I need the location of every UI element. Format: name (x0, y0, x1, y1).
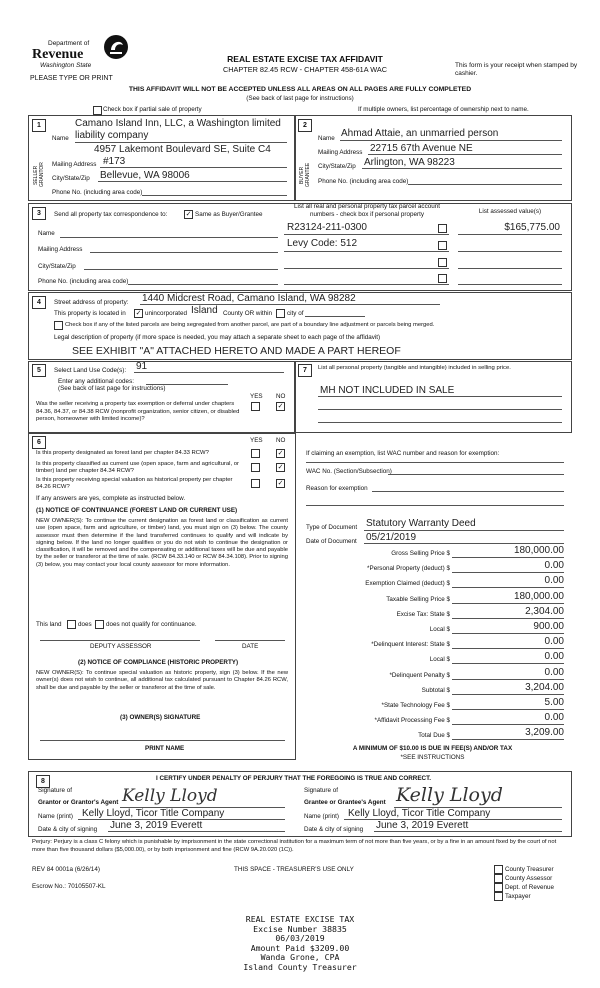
tax-row-value[interactable]: 0.00 (544, 666, 564, 678)
partial-sale-checkbox[interactable] (93, 106, 102, 115)
tax-row-label: Local $ (429, 626, 450, 633)
s5-yes-checkbox[interactable] (251, 402, 260, 411)
s5-no-checkbox[interactable]: ✓ (277, 403, 284, 410)
same-as-buyer-checkbox[interactable]: ✓ (185, 211, 192, 218)
q2-no-checkbox[interactable]: ✓ (277, 464, 284, 471)
tax-row-value[interactable]: 0.00 (544, 651, 564, 663)
seller-mailing-label: Mailing Address (52, 161, 97, 168)
treasurer-only-label: THIS SPACE - TREASURER'S USE ONLY (234, 866, 354, 873)
section-7-number: 7 (298, 364, 312, 377)
land-use-code[interactable]: 91 (136, 361, 148, 372)
doc-date-label: Date of Document (306, 538, 357, 545)
copy-dept-revenue: Dept. of Revenue (505, 884, 555, 891)
section-3-number: 3 (32, 207, 46, 220)
dor-emblem-icon (102, 33, 130, 61)
buyer-city-label: City/State/Zip (318, 163, 356, 170)
date-city-label-left: Date & city of signing (38, 826, 98, 833)
parcel-1[interactable]: R23124-211-0300 (287, 222, 367, 233)
doc-type[interactable]: Statutory Warranty Deed (366, 518, 476, 529)
s6-yes-header: YES (250, 437, 263, 444)
land-use-label: Select Land Use Code(s): (54, 367, 127, 374)
tax-row-value[interactable]: 0.00 (544, 575, 564, 587)
parcel-1-personal-checkbox[interactable] (438, 224, 447, 233)
stamp-line-2: Excise Number 38835 (253, 923, 347, 934)
perjury-notice: Perjury: Perjury is a class C felony which is punishable by imprisonment in the state correctional institution for a maximum term of not more than five years, or by a fine in an amount fixed by the court of not more than five thousand dollars ($5,000.00), or by both imprisonment and fine (RCW 9A.20.020 (1C)). (32, 839, 557, 853)
street-address[interactable]: 1440 Midcrest Road, Camano Island, WA 98282 (142, 293, 356, 304)
stamp-line-1: REAL ESTATE EXCISE TAX (245, 914, 355, 924)
segregated-checkbox[interactable] (54, 321, 63, 330)
dept-revenue: Revenue (32, 47, 84, 62)
tax-row-label: *Delinquent Interest: State $ (371, 641, 450, 649)
seller-mailing-line2[interactable]: #173 (103, 156, 126, 167)
buyer-name-label: Name (318, 135, 335, 142)
segregated-label: Check box if any of the listed parcels are being segregated from another parcel, are part of a boundary line adjustment or parcels being merged. (65, 322, 435, 328)
tax-row-label: *State Technology Fee $ (381, 702, 450, 709)
dept-line1: Department of (48, 40, 90, 47)
seller-mailing-line1[interactable]: 4957 Lakemont Boulevard SE, Suite C4 (94, 144, 271, 155)
city-checkbox[interactable] (276, 309, 285, 318)
name-print-label-left: Name (print) (38, 813, 73, 820)
tax-row-value[interactable]: 0.00 (544, 712, 564, 724)
wac-no-label: WAC No. (Section/Subsection) (306, 468, 392, 475)
name-print-right[interactable]: Kelly Lloyd, Ticor Title Company (348, 808, 491, 819)
grantor-agent-label: Grantor or Grantor's Agent (38, 799, 119, 806)
tax-row-value[interactable]: 5.00 (544, 697, 564, 708)
receipt-note: This form is your receipt when stamped by cashier. (455, 62, 578, 77)
exemption-question: Was the seller receiving a property tax exemption or deferral under chapters 84.36, 84.37, or 84.38 RCW (nonprofit organization, senior citizen, or disabled person, homeowner with limited income)? (36, 401, 240, 422)
tax-row-label: Total Due $ (418, 732, 450, 740)
tax-row-label: Subtotal $ (421, 686, 450, 694)
parcel-4-personal-checkbox[interactable] (438, 274, 447, 283)
s6-question-2: Is this property classified as current use (open space, farm and agricultural, or timber) land per chapter 84.34 RCW? (36, 461, 239, 475)
warning: THIS AFFIDAVIT WILL NOT BE ACCEPTED UNLESS ALL AREAS ON ALL PAGES ARE FULLY COMPLETED (128, 86, 472, 93)
assessed-1[interactable]: $165,775.00 (504, 222, 560, 233)
tax-row-label: Gross Selling Price $ (391, 550, 450, 557)
seller-side-label: SELLER GRANTOR (33, 162, 45, 188)
tax-row-label: Taxable Selling Price $ (386, 595, 450, 603)
notice-1-title: (1) NOTICE OF CONTINUANCE (FOREST LAND OR CURRENT USE) (36, 507, 238, 514)
copy-county-assessor-checkbox[interactable] (494, 874, 503, 883)
section-1-number: 1 (32, 119, 46, 132)
unincorporated-label: unincorporated (145, 310, 188, 317)
date-city-left[interactable]: June 3, 2019 Everett (110, 820, 203, 831)
q2-yes-checkbox[interactable] (251, 463, 260, 472)
legal-description[interactable]: SEE EXHIBIT "A" ATTACHED HERETO AND MADE A PART HEREOF (72, 345, 401, 357)
if-yes-note: If any answers are yes, complete as instructed below. (36, 495, 186, 502)
section-6-number: 6 (32, 436, 46, 449)
corr-phone-label: Phone No. (including area code) (38, 278, 129, 285)
legal-label: Legal description of property (if more space is needed, you may attach a separate sheet to each page of the affidavit) (54, 334, 381, 341)
s5-yes-header: YES (250, 393, 263, 400)
does-not-checkbox[interactable] (95, 620, 104, 629)
name-print-left[interactable]: Kelly Lloyd, Ticor Title Company (82, 808, 225, 819)
copy-dept-revenue-checkbox[interactable] (494, 883, 503, 892)
minimum-fee-note: A MINIMUM OF $10.00 IS DUE IN FEE(S) AND/OR TAX (352, 745, 513, 752)
dor-logo (26, 30, 136, 74)
tax-row-value[interactable]: 180,000.00 (513, 545, 564, 556)
s6-question-3: Is this property receiving special valuation as historical property per chapter 84.26 RCW? (36, 477, 233, 491)
does-not-label: does not qualify for continuance. (106, 621, 197, 628)
parcel-header: List all real and personal property tax parcel account numbers - check box if personal property (294, 203, 440, 218)
personal-property[interactable]: MH NOT INCLUDED IN SALE (320, 385, 455, 396)
tax-row-value[interactable]: 180,000.00 (513, 590, 564, 602)
street-label: Street address of property: (54, 299, 129, 306)
name-print-label-right: Name (print) (304, 813, 339, 820)
tax-row-label: *Affidavit Processing Fee $ (374, 717, 450, 725)
signature-right[interactable]: Kelly Lloyd (396, 784, 503, 806)
sig-label-right: Signature of (304, 787, 338, 794)
section-4-number: 4 (32, 296, 46, 309)
deputy-assessor-label: DEPUTY ASSESSOR (90, 643, 152, 650)
copy-taxpayer-checkbox[interactable] (494, 892, 503, 901)
section-8-number: 8 (36, 775, 50, 788)
tax-row-value[interactable]: 900.00 (533, 621, 564, 632)
seller-city-label: City/State/Zip (52, 175, 90, 182)
does-label: does (78, 621, 92, 628)
stamp-line-6: Island County Treasurer (243, 961, 357, 972)
copy-county-treasurer: County Treasurer (505, 866, 554, 873)
additional-codes-sub: (See back of last page for instructions) (58, 385, 166, 392)
certify-statement: I CERTIFY UNDER PENALTY OF PERJURY THAT THE FOREGOING IS TRUE AND CORRECT. (156, 775, 431, 782)
stamp-line-3: 06/03/2019 (275, 933, 325, 944)
signature-left[interactable]: Kelly Lloyd (122, 786, 218, 806)
buyer-phone-label: Phone No. (including area code) (318, 178, 409, 185)
this-land-label: This land (36, 621, 62, 628)
assessed-header: List assessed value(s) (478, 208, 542, 215)
see-instructions: *SEE INSTRUCTIONS (400, 754, 465, 761)
form-number: REV 84 0001a (6/26/14) (32, 866, 100, 873)
date-city-right[interactable]: June 3, 2019 Everett (376, 820, 469, 831)
s6-question-1: Is this property designated as forest land per chapter 84.33 RCW? (36, 450, 209, 456)
doc-type-label: Type of Document (306, 524, 358, 531)
tax-row-value[interactable]: 2,304.00 (525, 605, 564, 617)
date-city-label-right: Date & city of signing (304, 826, 364, 833)
tax-row-value[interactable]: 3,209.00 (525, 727, 564, 739)
seller-phone-label: Phone No. (including area code) (52, 189, 143, 196)
multiple-owners-note: If multiple owners, list percentage of ownership next to name. (358, 106, 529, 113)
notice-1-text: NEW OWNER(S): To continue the current designation as forest land or classification as current use (open space, farm and agriculture, or timber) land, you must sign on (3) below. The county assessor must then determine if the land transferred continues to qualify and will indicate by signing below. If the land no longer qualifies or you do not wish to continue the designation or classification, it will be removed and the compensating or additional taxes will be due and payable by the seller or transferor at the time of sale. (RCW 84.33.140 or RCW 84.34.108). Prior to signing (3) below, you may contact your local county assessor for more information. (36, 518, 288, 568)
q3-no-checkbox[interactable]: ✓ (277, 480, 284, 487)
copy-county-assessor: County Assessor (505, 875, 553, 882)
seller-city[interactable]: Bellevue, WA 98006 (100, 170, 190, 181)
tax-row-label: *Delinquent Penalty $ (389, 671, 450, 679)
q3-yes-checkbox[interactable] (251, 479, 260, 488)
exemption-wac-intro: If claiming an exemption, list WAC number and reason for exemption: (306, 450, 500, 457)
please-type: PLEASE TYPE OR PRINT (30, 75, 113, 82)
levy-code[interactable]: Levy Code: 512 (287, 238, 358, 249)
tax-row-label: *Personal Property (deduct) $ (367, 565, 450, 573)
same-as-buyer-label: Same as Buyer/Grantee (195, 211, 263, 218)
dept-state: Washington State (40, 62, 92, 69)
doc-date[interactable]: 05/21/2019 (366, 532, 417, 543)
county-name[interactable]: Island (191, 305, 218, 316)
tax-row-label: Excise Tax: State $ (396, 610, 450, 618)
partial-sale-label: Check box if partial sale of property (103, 106, 202, 113)
sig-label-left: Signature of (38, 787, 72, 794)
tax-row-value[interactable]: 0.00 (544, 636, 564, 648)
parcel-2-personal-checkbox[interactable] (438, 241, 447, 250)
s6-no-header: NO (276, 437, 286, 444)
warning-sub: (See back of last page for instructions) (246, 95, 354, 102)
send-correspondence-label: Send all property tax correspondence to: (54, 211, 168, 218)
buyer-mailing-label: Mailing Address (318, 149, 363, 156)
treasurer-receipt-stamp (180, 915, 420, 973)
form-chapter: CHAPTER 82.45 RCW - CHAPTER 458-61A WAC (223, 65, 387, 74)
tax-row-value[interactable]: 0.00 (544, 560, 564, 572)
grantee-agent-label: Grantee or Grantee's Agent (304, 799, 386, 806)
tax-row-label: Exemption Claimed (deduct) $ (365, 580, 450, 588)
buyer-mailing[interactable]: 22715 67th Avenue NE (370, 143, 473, 154)
does-checkbox[interactable] (67, 620, 76, 629)
personal-property-label: List all personal property (tangible and intangible) included in selling price. (318, 365, 511, 371)
corr-name-label: Name (38, 230, 55, 237)
owner-signature-label: (3) OWNER(S) SIGNATURE (120, 714, 201, 721)
print-name-label: PRINT NAME (145, 745, 185, 752)
corr-mailing-label: Mailing Address (38, 246, 83, 253)
exemption-reason-label: Reason for exemption (306, 485, 368, 492)
s5-no-header: NO (276, 393, 286, 400)
q1-yes-checkbox[interactable] (251, 449, 260, 458)
escrow-number: Escrow No.: 70105507-KL (32, 883, 106, 890)
notice-2-title: (2) NOTICE OF COMPLIANCE (HISTORIC PROPERTY) (78, 659, 239, 666)
seller-name-line2[interactable]: liability company (75, 130, 149, 141)
tax-row-label: Local $ (429, 656, 450, 664)
unincorporated-checkbox[interactable]: ✓ (135, 310, 142, 317)
seller-name-label: Name (52, 135, 69, 142)
section-5-number: 5 (32, 364, 46, 377)
q1-no-checkbox[interactable]: ✓ (277, 450, 284, 457)
stamp-line-5: Wanda Grone, CPA (260, 952, 340, 963)
deputy-date-label: DATE (242, 643, 259, 650)
located-prefix: This property is located in (54, 310, 126, 317)
county-or-label: County OR within (223, 310, 272, 317)
tax-row-value[interactable]: 3,204.00 (525, 681, 564, 693)
parcel-3-personal-checkbox[interactable] (438, 258, 447, 267)
additional-codes-label: Enter any additional codes: (58, 378, 134, 385)
city-of-label: city of (287, 310, 304, 317)
copy-county-treasurer-checkbox[interactable] (494, 865, 503, 874)
buyer-city[interactable]: Arlington, WA 98223 (364, 157, 455, 168)
section-2-number: 2 (298, 119, 312, 132)
buyer-name[interactable]: Ahmad Attaie, an unmarried person (341, 128, 499, 139)
buyer-side-label: BUYER GRANTEE (299, 162, 311, 188)
corr-city-label: City/State/Zip (38, 263, 76, 270)
notice-2-text: NEW OWNER(S): To continue special valuation as historic property, sign (3) below. If the new owner(s) does not wish to continue, all additional tax calculated pursuant to Chapter 84.26 RCW, shall be due and payable by the seller or transferor at the time of sale. (36, 670, 288, 691)
form-title: REAL ESTATE EXCISE TAX AFFIDAVIT (227, 54, 383, 64)
seller-name-line1[interactable]: Camano Island Inn, LLC, a Washington limited (75, 118, 281, 129)
stamp-line-4: Amount Paid $3209.00 (250, 942, 350, 953)
copy-taxpayer: Taxpayer (505, 893, 531, 900)
